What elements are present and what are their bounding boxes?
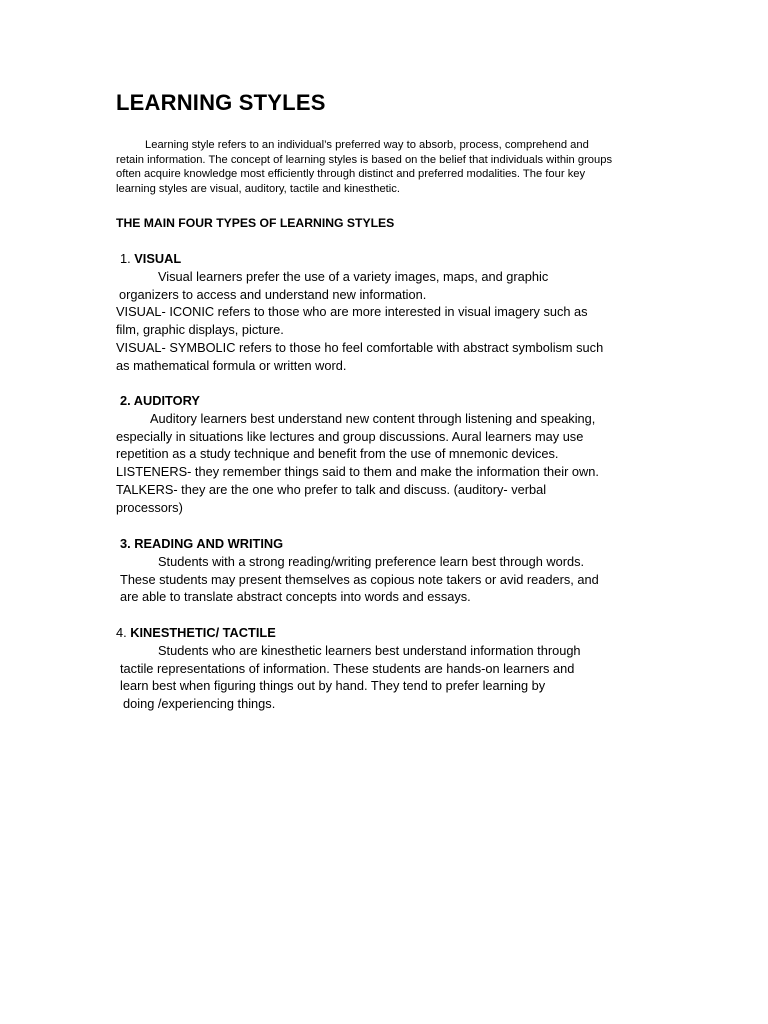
section-line: LISTENERS- they remember things said to them and make the information their own. bbox=[116, 464, 599, 480]
intro-line: often acquire knowledge most efficiently through distinct and preferred modalities. The four key bbox=[116, 168, 586, 181]
section-line: Students with a strong reading/writing preference learn best through words. bbox=[158, 553, 585, 569]
section-number: 4. bbox=[116, 625, 127, 640]
section-line: especially in situations like lectures and group discussions. Aural learners may use bbox=[116, 428, 584, 444]
section-line: tactile representations of information. These students are hands-on learners and bbox=[120, 660, 575, 676]
section-line: repetition as a study technique and benefit from the use of mnemonic devices. bbox=[116, 446, 559, 462]
section-heading bbox=[116, 535, 676, 553]
intro-paragraph bbox=[116, 138, 656, 197]
section-heading bbox=[116, 392, 676, 410]
section-line: TALKERS- they are the one who prefer to talk and discuss. (auditory- verbal bbox=[116, 481, 547, 497]
main-heading: THE MAIN FOUR TYPES OF LEARNING STYLES bbox=[116, 216, 395, 230]
section-line: These students may present themselves as copious note takers or avid readers, and bbox=[120, 571, 599, 587]
section-title: VISUAL bbox=[134, 251, 182, 266]
section-visual bbox=[116, 250, 676, 375]
section-kinesthetic-tactile bbox=[116, 624, 676, 713]
section-title: AUDITORY bbox=[133, 393, 200, 408]
section-line: VISUAL- ICONIC refers to those who are more interested in visual imagery such as bbox=[116, 304, 588, 320]
section-number: 1. bbox=[120, 251, 131, 266]
section-line: learn best when figuring things out by hand. They tend to prefer learning by bbox=[120, 678, 546, 694]
section-line: Students who are kinesthetic learners best understand information through bbox=[158, 642, 581, 658]
intro-line: retain information. The concept of learning styles is based on the belief that individuals within groups bbox=[116, 153, 613, 166]
section-line: Visual learners prefer the use of a variety images, maps, and graphic bbox=[158, 268, 549, 284]
section-line: VISUAL- SYMBOLIC refers to those ho feel comfortable with abstract symbolism such bbox=[116, 339, 604, 355]
section-auditory bbox=[116, 392, 676, 517]
section-number: 2. bbox=[120, 393, 131, 408]
section-title: READING AND WRITING bbox=[134, 536, 284, 551]
section-line: processors) bbox=[116, 499, 183, 515]
intro-line: learning styles are visual, auditory, tactile and kinesthetic. bbox=[116, 183, 400, 196]
section-line: Auditory learners best understand new content through listening and speaking, bbox=[150, 410, 596, 426]
section-line: as mathematical formula or written word. bbox=[116, 357, 347, 373]
page-title: LEARNING STYLES bbox=[116, 90, 326, 115]
section-line: film, graphic displays, picture. bbox=[116, 322, 284, 338]
section-number: 3. bbox=[120, 536, 131, 551]
section-reading-writing bbox=[116, 535, 676, 606]
section-line: organizers to access and understand new information. bbox=[119, 286, 427, 302]
intro-line: Learning style refers to an individual’s preferred way to absorb, process, comprehend and bbox=[145, 139, 589, 151]
section-line: are able to translate abstract concepts into words and essays. bbox=[120, 589, 471, 605]
section-title: KINESTHETIC/ TACTILE bbox=[130, 625, 276, 640]
section-heading bbox=[116, 624, 676, 642]
section-line: doing /experiencing things. bbox=[123, 696, 276, 712]
section-heading bbox=[116, 250, 676, 268]
